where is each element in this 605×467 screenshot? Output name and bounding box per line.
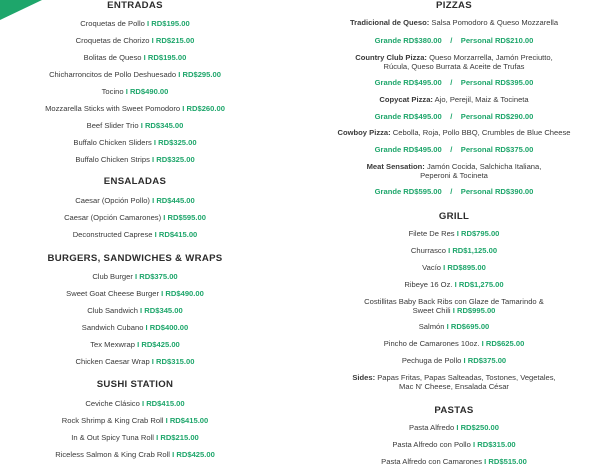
- menu-item-name: Club Sandwich: [87, 306, 138, 315]
- menu-item-price: RD$1,275.00: [458, 280, 504, 289]
- menu-item: [0, 19, 270, 29]
- pizza-name: Country Club Pizza:: [355, 53, 427, 62]
- price-separator: I: [154, 230, 157, 239]
- menu-item-name: Pechuga de Pollo: [401, 356, 462, 365]
- sides-label: Sides:: [352, 373, 376, 382]
- price-separator: I: [152, 196, 155, 205]
- pizza-ingredients-cont: Peperoni & Tocineta: [420, 171, 488, 180]
- menu-item-price: RD$195.00: [151, 19, 190, 28]
- pizza-price-separator: /: [450, 145, 453, 154]
- menu-item-price: RD$315.00: [477, 440, 516, 449]
- menu-item-price: RD$895.00: [447, 263, 486, 272]
- menu-item: [303, 306, 605, 316]
- menu-item: [0, 104, 270, 114]
- price-separator: I: [456, 423, 459, 432]
- pizza-ingredients: Ajo, Perejil, Maiz & Tocineta: [434, 95, 529, 104]
- menu-item: [0, 272, 270, 282]
- menu-item-name: Salmón: [418, 322, 445, 331]
- pizza-price-personal: Personal RD$375.00: [460, 145, 534, 154]
- menu-item-price: RD$1,125.00: [452, 246, 498, 255]
- price-separator: I: [165, 416, 168, 425]
- menu-item-name: Pasta Alfredo: [409, 423, 455, 432]
- section-title-sushi: SUSHI STATION: [96, 379, 174, 390]
- menu-item: [0, 416, 270, 426]
- menu-item: [303, 322, 605, 332]
- menu-item: [0, 306, 270, 316]
- menu-item: [0, 138, 270, 148]
- menu-item-name: Bolitas de Queso: [83, 53, 142, 62]
- menu-item-price: RD$250.00: [460, 423, 499, 432]
- pizza-price-grande: Grande RD$380.00: [374, 36, 442, 45]
- section-title-entradas: ENTRADAS: [107, 0, 163, 11]
- menu-item-name: Caesar (Opción Pollo): [75, 196, 150, 205]
- menu-item-name: Chicharroncitos de Pollo Deshuesado: [49, 70, 177, 79]
- menu-item: [0, 155, 270, 165]
- price-separator: I: [448, 246, 451, 255]
- menu-item-name: Sandwich Cubano: [81, 323, 144, 332]
- menu-item: [0, 399, 270, 409]
- pizza-price-personal: Personal RD$210.00: [460, 36, 534, 45]
- section-title-pizzas: PIZZAS: [436, 0, 472, 11]
- menu-item-name: Pincho de Camarones 10oz.: [383, 339, 480, 348]
- menu-item-price: RD$375.00: [139, 272, 178, 281]
- menu-item-name: Filete De Res: [408, 229, 455, 238]
- price-separator: I: [137, 340, 140, 349]
- section-title-ensaladas: ENSALADAS: [103, 176, 167, 187]
- price-separator: I: [140, 306, 143, 315]
- pizza-ingredients: Jamón Cocida, Salchicha Italiana,: [426, 162, 542, 171]
- menu-item-name: Vacío: [422, 263, 442, 272]
- menu-item: [0, 230, 270, 240]
- menu-item-price: RD$260.00: [186, 104, 225, 113]
- menu-item-name: Rock Shrimp & King Crab Roll: [61, 416, 164, 425]
- menu-item-name: Pasta Alfredo con Pollo: [392, 440, 471, 449]
- menu-item-name: Buffalo Chicken Sliders: [73, 138, 152, 147]
- pizza-name: Meat Sensation:: [366, 162, 425, 171]
- menu-item: [0, 121, 270, 131]
- price-separator: I: [456, 229, 459, 238]
- menu-item: [0, 323, 270, 333]
- menu-item-name: Club Burger: [92, 272, 133, 281]
- menu-item-name: In & Out Spicy Tuna Roll: [71, 433, 154, 442]
- menu-item-price: RD$295.00: [182, 70, 221, 79]
- price-separator: I: [145, 323, 148, 332]
- menu-item: [303, 229, 605, 239]
- menu-item-price: RD$445.00: [156, 196, 195, 205]
- section-title-grill: GRILL: [438, 211, 470, 222]
- pizza-prices: [303, 187, 605, 197]
- menu-item-price: RD$400.00: [149, 323, 189, 332]
- pizza-price-separator: /: [450, 112, 453, 121]
- price-separator: I: [143, 53, 146, 62]
- pizza-prices: [303, 78, 605, 88]
- menu-item-name: Croquetas de Chorizo: [75, 36, 150, 45]
- menu-item-price: RD$795.00: [460, 229, 500, 238]
- pizza-price-personal: Personal RD$395.00: [460, 78, 534, 87]
- pizza-description: [303, 95, 605, 105]
- price-separator: I: [454, 280, 457, 289]
- menu-item: [0, 196, 270, 206]
- pizza-price-grande: Grande RD$595.00: [374, 187, 442, 196]
- price-separator: I: [152, 155, 155, 164]
- menu-item-price: RD$325.00: [156, 155, 195, 164]
- menu-item-name: Mozzarella Sticks with Sweet Pomodoro: [45, 104, 181, 113]
- menu-item-price: RD$490.00: [165, 289, 204, 298]
- price-separator: I: [446, 322, 449, 331]
- menu-item-price: RD$325.00: [158, 138, 197, 147]
- menu-item: [0, 36, 270, 46]
- pizza-name: Copycat Pizza:: [379, 95, 433, 104]
- price-separator: I: [443, 263, 446, 272]
- price-separator: I: [481, 339, 484, 348]
- menu-item: [0, 450, 270, 460]
- menu-item-price: RD$425.00: [141, 340, 180, 349]
- pizza-price-separator: /: [450, 78, 453, 87]
- menu-item-name: Caesar (Opción Camarones): [64, 213, 162, 222]
- menu-item-price: RD$995.00: [456, 306, 496, 315]
- price-separator: I: [134, 272, 138, 281]
- menu-item-price: RD$625.00: [485, 339, 525, 348]
- menu-item: [0, 87, 270, 97]
- price-separator: I: [178, 70, 181, 79]
- section-title-pastas: PASTAS: [434, 405, 474, 416]
- menu-item-price: RD$415.00: [158, 230, 198, 239]
- price-separator: I: [141, 399, 145, 408]
- price-separator: I: [484, 457, 487, 466]
- menu-item-name: Churrasco: [410, 246, 446, 255]
- menu-item-price: RD$515.00: [488, 457, 527, 466]
- pizza-price-separator: /: [450, 187, 453, 196]
- price-separator: I: [151, 357, 154, 366]
- price-separator: I: [140, 121, 143, 130]
- pizza-price-grande: Grande RD$495.00: [374, 145, 442, 154]
- menu-item-name: Tex Mexwrap: [90, 340, 135, 349]
- menu-item: [303, 280, 605, 290]
- section-title-burgers: BURGERS, SANDWICHES & WRAPS: [47, 253, 223, 264]
- menu-item-price: RD$415.00: [169, 416, 209, 425]
- menu-item: [303, 440, 605, 450]
- menu-item-price: RD$375.00: [467, 356, 507, 365]
- menu-item: [303, 339, 605, 349]
- pizza-ingredients-cont: Rúcula, Queso Burrata & Aceite de Trufas: [383, 62, 525, 71]
- pizza-price-grande: Grande RD$495.00: [374, 112, 442, 121]
- menu-item-price: RD$215.00: [160, 433, 199, 442]
- sides-list-cont: Mac N' Cheese, Ensalada César: [399, 382, 509, 391]
- pizza-price-separator: /: [450, 36, 453, 45]
- pizza-price-personal: Personal RD$390.00: [460, 187, 534, 196]
- menu-item-name: Croquetas de Pollo: [80, 19, 145, 28]
- price-separator: I: [182, 104, 185, 113]
- menu-item-price: RD$345.00: [144, 121, 184, 130]
- pizza-prices: [303, 145, 605, 155]
- menu-item: [0, 433, 270, 443]
- pizza-ingredients: Salsa Pomodoro & Queso Mozzarella: [431, 18, 559, 27]
- menu-item-price: RD$195.00: [147, 53, 187, 62]
- menu-item-name-cont: Sweet Chili: [412, 306, 451, 315]
- menu-item: [0, 53, 270, 63]
- menu-item-price: RD$315.00: [156, 357, 195, 366]
- menu-item-name: Sweet Goat Cheese Burger: [66, 289, 160, 298]
- menu-item-price: RD$695.00: [450, 322, 490, 331]
- menu-item: [0, 289, 270, 299]
- menu-item-price: RD$345.00: [144, 306, 183, 315]
- price-separator: I: [172, 450, 175, 459]
- menu-item: [303, 423, 605, 433]
- price-separator: I: [163, 213, 166, 222]
- menu-item-name: Tocino: [101, 87, 124, 96]
- pizza-prices: [303, 112, 605, 122]
- pizza-price-personal: Personal RD$290.00: [460, 112, 534, 121]
- pizza-price-grande: Grande RD$495.00: [374, 78, 442, 87]
- menu-item-price: RD$425.00: [176, 450, 215, 459]
- menu-item: [303, 246, 605, 256]
- pizza-prices: [303, 36, 605, 46]
- price-separator: I: [463, 356, 466, 365]
- menu-item-price: RD$415.00: [146, 399, 185, 408]
- pizza-description: [303, 18, 605, 28]
- menu-item-name: Riceless Salmon & King Crab Roll: [55, 450, 170, 459]
- pizza-name: Cowboy Pizza:: [337, 128, 391, 137]
- menu-item: [0, 357, 270, 367]
- menu-item: [0, 70, 270, 80]
- price-separator: I: [125, 87, 128, 96]
- pizza-ingredients: Cebolla, Roja, Pollo BBQ, Crumbles de Blue Cheese: [392, 128, 571, 137]
- menu-item-price: RD$490.00: [129, 87, 169, 96]
- pizza-ingredients: Queso Morzarrella, Jamón Preciutto,: [429, 53, 553, 62]
- pizza-description: [303, 128, 605, 138]
- menu-item: [0, 340, 270, 350]
- menu-item: [303, 263, 605, 273]
- price-separator: I: [147, 19, 150, 28]
- price-separator: I: [472, 440, 476, 449]
- pizza-name: Tradicional de Queso:: [349, 18, 430, 27]
- menu-item-name: Beef Slider Trio: [86, 121, 139, 130]
- menu-item-name: Ceviche Clásico: [85, 399, 140, 408]
- menu-item-name: Ribeye 16 Oz.: [404, 280, 453, 289]
- menu-item: [303, 457, 605, 467]
- price-separator: I: [156, 433, 159, 442]
- menu-item-price: RD$215.00: [155, 36, 195, 45]
- menu-item-name: Chicken Caesar Wrap: [75, 357, 150, 366]
- menu-item-name: Buffalo Chicken Strips: [75, 155, 150, 164]
- menu-item: [303, 356, 605, 366]
- price-separator: I: [452, 306, 455, 315]
- sides-list: Papas Fritas, Papas Salteadas, Tostones, Vegetales,: [377, 373, 556, 382]
- price-separator: I: [151, 36, 154, 45]
- menu-item-name: Costillitas Baby Back Ribs con Glaze de Tamarindo &: [364, 297, 544, 306]
- price-separator: I: [161, 289, 164, 298]
- menu-item-price: RD$595.00: [167, 213, 206, 222]
- price-separator: I: [153, 138, 157, 147]
- menu-item: [0, 213, 270, 223]
- menu-item-name: Deconstructed Caprese: [72, 230, 153, 239]
- menu-item-name: Pasta Alfredo con Camarones: [381, 457, 483, 466]
